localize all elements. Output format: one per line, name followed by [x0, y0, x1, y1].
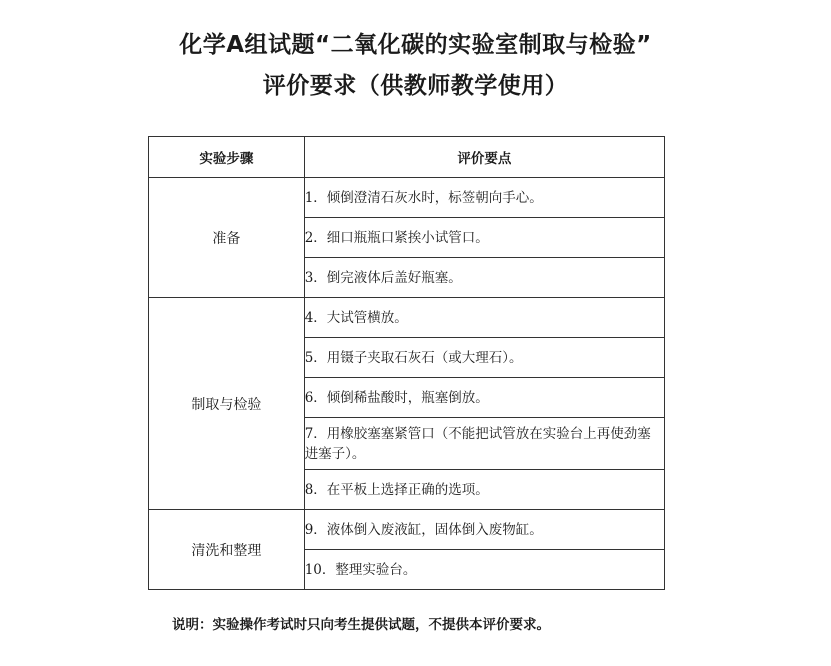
table-row — [149, 178, 665, 218]
criteria-cell: 6．倾倒稀盐酸时，瓶塞倒放。 — [304, 378, 664, 418]
criteria-cell: 8．在平板上选择正确的选项。 — [304, 470, 664, 510]
document-subtitle: 评价要求（供教师教学使用） — [262, 73, 569, 99]
criteria-cell: 4．大试管横放。 — [304, 298, 664, 338]
document-title: 化学A组试题“二氧化碳的实验室制取与检验” — [179, 32, 652, 58]
criteria-cell: 9．液体倒入废液缸，固体倒入废物缸。 — [304, 510, 664, 550]
criteria-cell: 10．整理实验台。 — [304, 550, 664, 590]
criteria-cell: 5．用镊子夹取石灰石（或大理石）。 — [304, 338, 664, 378]
header-criteria: 评价要点 — [304, 137, 664, 178]
evaluation-table — [148, 136, 665, 590]
criteria-cell: 1．倾倒澄清石灰水时，标签朝向手心。 — [304, 178, 664, 218]
table-row — [149, 510, 665, 550]
step-cell-prepare: 准备 — [149, 178, 305, 298]
criteria-cell: 7．用橡胶塞塞紧管口（不能把试管放在实验台上再使劲塞进塞子）。 — [304, 418, 664, 470]
table-row — [149, 298, 665, 338]
step-cell-produce-and-test: 制取与检验 — [149, 298, 305, 510]
header-step: 实验步骤 — [149, 137, 305, 178]
table-header-row — [149, 137, 665, 178]
criteria-cell: 3．倒完液体后盖好瓶塞。 — [304, 258, 664, 298]
footnote: 说明：实验操作考试时只向考生提供试题，不提供本评价要求。 — [172, 617, 550, 633]
criteria-cell: 2．细口瓶瓶口紧挨小试管口。 — [304, 218, 664, 258]
step-cell-clean-up: 清洗和整理 — [149, 510, 305, 590]
